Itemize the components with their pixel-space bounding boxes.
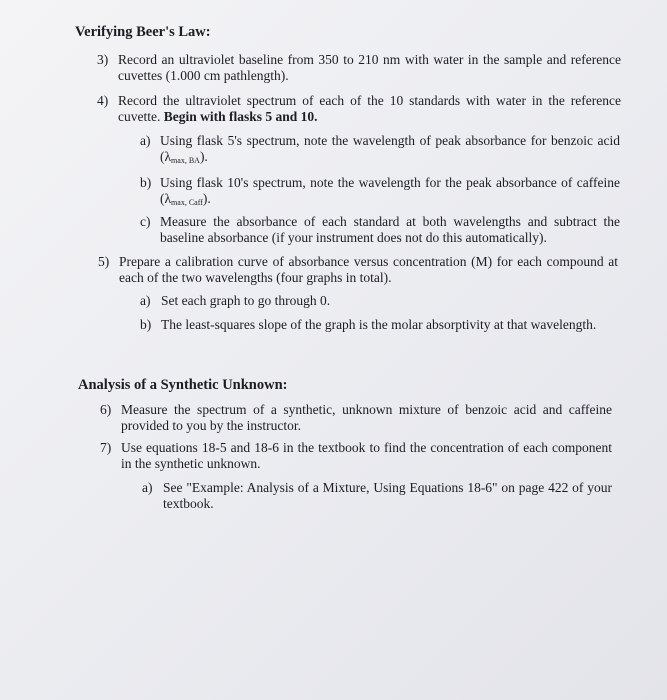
sub-item-4a <box>140 133 620 169</box>
lambda-subscript: max, Caff <box>171 198 203 207</box>
list-item-6 <box>100 402 612 434</box>
sub-item-5a <box>140 293 620 309</box>
section-title-analysis-synthetic-unknown: Analysis of a Synthetic Unknown: <box>78 377 288 393</box>
item-number: 3) <box>97 52 109 67</box>
list-item-7 <box>100 440 612 472</box>
sub-item-letter: a) <box>142 480 153 495</box>
lambda-symbol: λ <box>164 191 172 206</box>
sub-item-text: Using flask 10's spectrum, note the wavelength for the peak absorbance of caffeine ( <box>160 175 620 206</box>
sub-item-4b <box>140 175 620 211</box>
item-text: Prepare a calibration curve of absorbance versus concentration (M) for each compound at each of the two wavelengths (four graphs in total). <box>119 254 618 285</box>
list-item-5 <box>98 254 618 286</box>
sub-item-text: Set each graph to go through 0. <box>161 293 331 308</box>
sub-item-letter: a) <box>140 133 151 148</box>
sub-item-letter: b) <box>140 317 152 332</box>
sub-item-letter: b) <box>140 175 152 190</box>
list-item-4 <box>97 93 621 125</box>
item-text: Record the ultraviolet spectrum of each of the 10 standards with water in the reference cuvette. <box>118 93 621 124</box>
item-text: Use equations 18-5 and 18-6 in the textbook to find the concentration of each component in the synthetic unknown. <box>121 440 612 471</box>
sub-item-text: The least-squares slope of the graph is the molar absorptivity at that wavelength. <box>161 317 597 332</box>
sub-item-letter: a) <box>140 293 151 308</box>
sub-item-close: ). <box>199 149 208 164</box>
item-number: 4) <box>97 93 109 108</box>
item-bold-instruction: Begin with flasks 5 and 10. <box>163 109 318 124</box>
list-item-3 <box>97 52 621 84</box>
item-number: 7) <box>100 440 112 455</box>
sub-item-4c <box>140 214 620 246</box>
item-number: 6) <box>100 402 112 417</box>
section-title-verifying-beers-law: Verifying Beer's Law: <box>75 24 211 40</box>
sub-item-text: Using flask 5's spectrum, note the wavelength of peak absorbance for benzoic acid ( <box>160 133 620 164</box>
sub-item-text: See "Example: Analysis of a Mixture, Using Equations 18-6" on page 422 of your textbook. <box>163 480 612 511</box>
sub-item-text: Measure the absorbance of each standard at both wavelengths and subtract the baseline absorbance (if your instrument does not do this automatically). <box>160 214 620 245</box>
item-number: 5) <box>98 254 110 269</box>
lambda-symbol: λ <box>164 149 172 164</box>
item-text: Measure the spectrum of a synthetic, unknown mixture of benzoic acid and caffeine provided to you by the instructor. <box>121 402 612 433</box>
item-text: Record an ultraviolet baseline from 350 to 210 nm with water in the sample and reference cuvettes (1.000 cm pathlength). <box>118 52 621 83</box>
sub-item-5b <box>140 317 616 333</box>
lambda-subscript: max, BA <box>171 156 200 165</box>
sub-item-letter: c) <box>140 214 151 229</box>
sub-item-7a <box>142 480 612 512</box>
sub-item-close: ). <box>202 191 211 206</box>
